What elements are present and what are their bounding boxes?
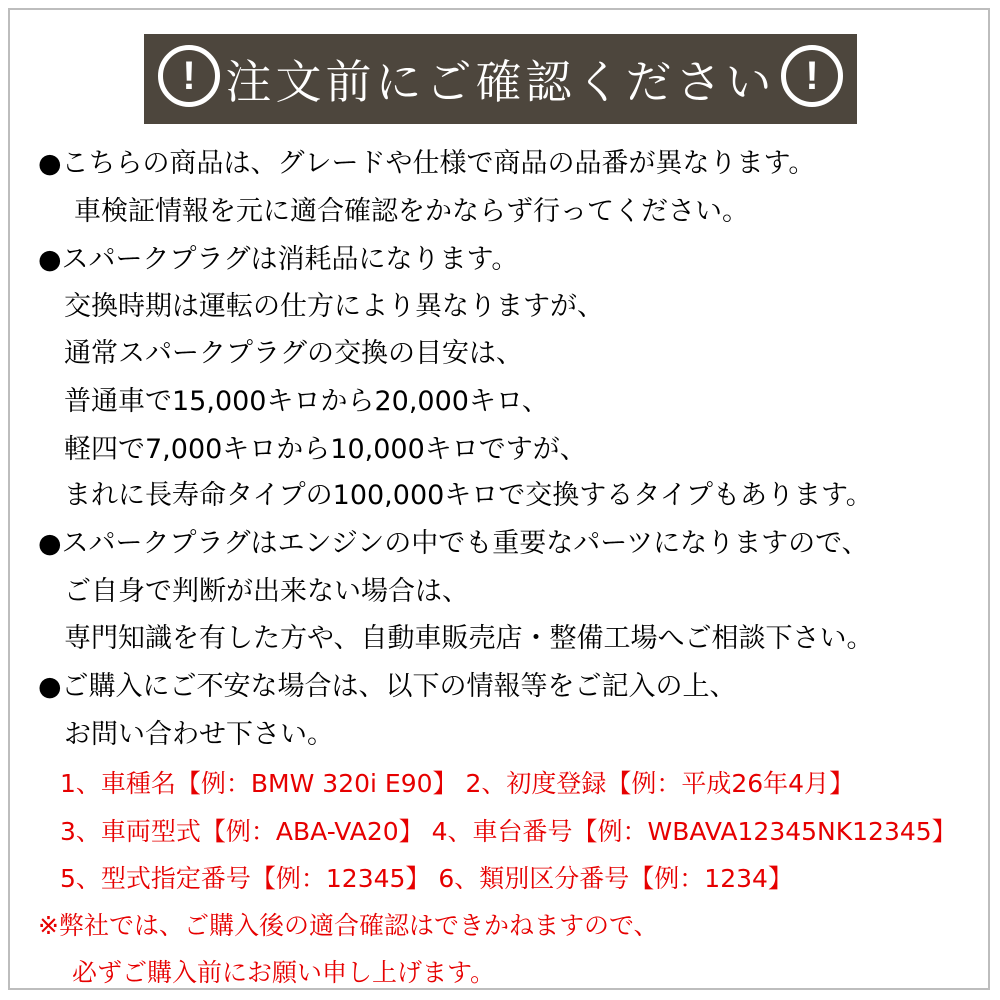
info-line: 普通車で15,000キロから20,000キロ、 <box>64 386 549 417</box>
info-line: ●スパークプラグはエンジンの中でも重要なパーツになりますので、 <box>38 528 869 559</box>
info-line: 車検証情報を元に適合確認をかならず行ってください。 <box>74 196 749 227</box>
notice-line: ※弊社では、ご購入後の適合確認はできかねますので、 <box>38 911 659 940</box>
info-line: お問い合わせ下さい。 <box>64 719 334 750</box>
info-line: 軽四で7,000キロから10,000キロですが、 <box>64 434 587 465</box>
info-line: ●こちらの商品は、グレードや仕様で商品の品番が異なります。 <box>38 148 816 179</box>
info-line: 専門知識を有した方や、自動車販売店・整備工場へご相談下さい。 <box>64 623 874 654</box>
exclamation-circle-icon: ! <box>158 45 220 107</box>
info-line: ご自身で判断が出来ない場合は、 <box>64 576 469 607</box>
example-line: 3、車両型式【例：ABA-VA20】 4、車台番号【例：WBAVA12345NK12345】 <box>60 817 957 846</box>
exclamation-circle-icon: ! <box>781 45 843 107</box>
banner-title: 注文前にご確認ください <box>225 55 776 109</box>
info-line: 交換時期は運転の仕方により異なりますが、 <box>64 291 604 322</box>
notice-line: 必ずご購入前にお願い申し上げます。 <box>72 958 496 987</box>
notice-banner <box>144 34 857 124</box>
example-line: 5、型式指定番号【例：12345】 6、類別区分番号【例：1234】 <box>60 864 793 893</box>
info-line: まれに長寿命タイプの100,000キロで交換するタイプもあります。 <box>64 480 873 511</box>
info-line: ●スパークプラグは消耗品になります。 <box>38 244 519 275</box>
info-line: ●ご購入にご不安な場合は、以下の情報等をご記入の上、 <box>38 671 737 702</box>
example-line: 1、車種名【例：BMW 320i E90】 2、初度登録【例：平成26年4月】 <box>60 769 855 798</box>
info-line: 通常スパークプラグの交換の目安は、 <box>64 338 523 369</box>
